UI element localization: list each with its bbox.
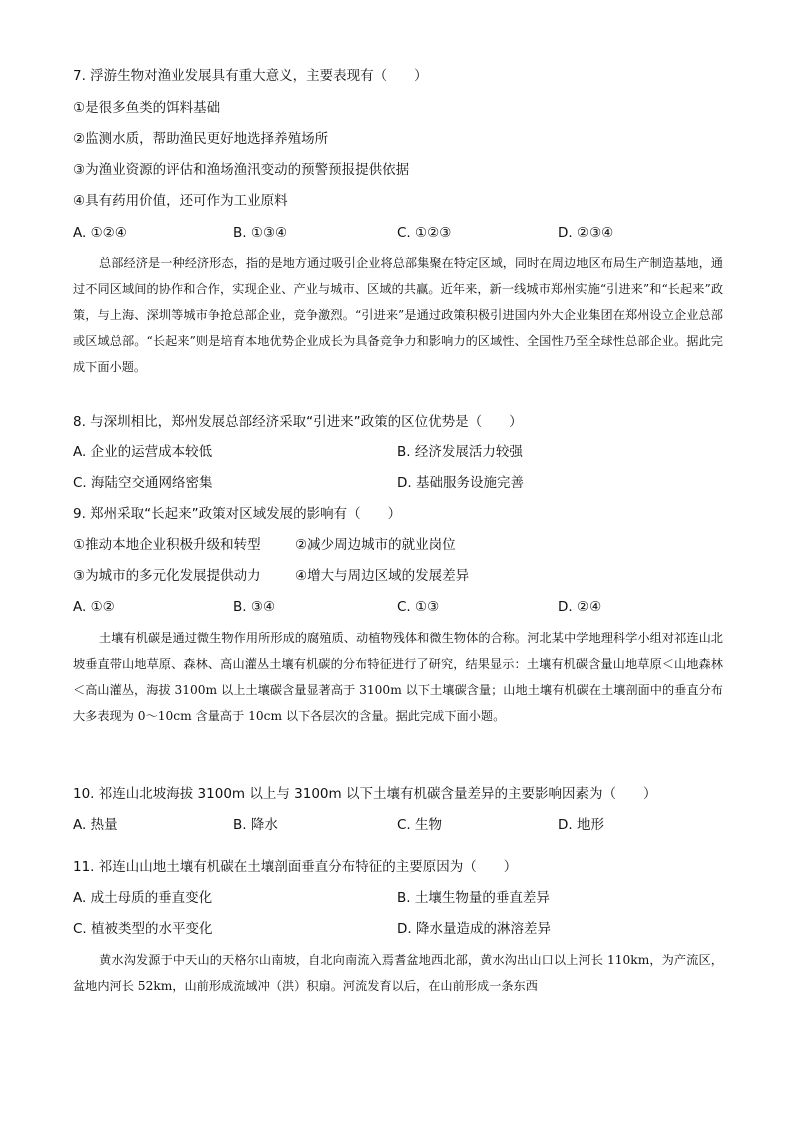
q8-option-a: A. 企业的运营成本较低 — [73, 444, 213, 460]
q7-item-4: ④具有药用价值，还可作为工业原料 — [73, 193, 288, 209]
q7-stem: 7. 浮游生物对渔业发展具有重大意义，主要表现有（ ） — [73, 68, 428, 84]
q10-option-b: B. 降水 — [233, 817, 278, 833]
passage-soil-organic-carbon-text: 土壤有机碳是通过微生物作用所形成的腐殖质、动植物残体和微生物体的合称。河北某中学地理科学小组对祁连山北坡垂直带山地草原、森林、高山灌丛土壤有机碳的分布特征进行了研究，结果显示：土壤有机碳含量山地草原＜山地森林＜高山灌丛，海拔 3100m 以上土壤碳含量显著高于 3100m 以下土壤碳含量；山地土壤有机碳在土壤剖面中的垂直分布大多表现为 0～10cm 含量高于 10cm 以下各层次的含量。据此完成下面小题。 — [73, 631, 723, 723]
q8-option-d: D. 基础服务设施完善 — [397, 475, 524, 491]
q9-option-a: A. ①② — [73, 599, 115, 615]
q7-option-b: B. ①③④ — [233, 225, 288, 241]
q7-option-a: A. ①②④ — [73, 225, 127, 241]
q7-option-d: D. ②③④ — [558, 225, 614, 241]
q9-item-1: ①推动本地企业积极升级和转型 — [73, 537, 261, 553]
passage-huangshuigou-river-text: 黄水沟发源于中天山的天格尔山南坡，自北向南流入焉耆盆地西北部，黄水沟出山口以上河长 110km，为产流区，盆地内河长 52km，山前形成流域冲（洪）积扇。河流发育以后，在山前形成一条东西 — [73, 953, 723, 993]
q10-option-d: D. 地形 — [558, 817, 604, 833]
q9-item-4: ④增大与周边区域的发展差异 — [295, 568, 470, 584]
q9-option-d: D. ②④ — [558, 599, 602, 615]
q9-option-c: C. ①③ — [397, 599, 440, 615]
q9-stem: 9. 郑州采取“长起来”政策对区域发展的影响有（ ） — [73, 506, 402, 522]
q7-item-3: ③为渔业资源的评估和渔场渔汛变动的预警预报提供依据 — [73, 162, 410, 178]
q11-option-c: C. 植被类型的水平变化 — [73, 921, 213, 937]
q11-stem: 11. 祁连山山地土壤有机碳在土壤剖面垂直分布特征的主要原因为（ ） — [73, 859, 518, 875]
q8-option-c: C. 海陆空交通网络密集 — [73, 475, 213, 491]
q7-item-2: ②监测水质，帮助渔民更好地选择养殖场所 — [73, 131, 329, 147]
q11-option-d: D. 降水量造成的淋溶差异 — [397, 921, 551, 937]
passage-soil-organic-carbon — [73, 625, 723, 729]
q10-option-c: C. 生物 — [397, 817, 443, 833]
q8-stem: 8. 与深圳相比，郑州发展总部经济采取“引进来”政策的区位优势是（ ） — [73, 414, 523, 430]
q10-stem: 10. 祁连山北坡海拔 3100m 以上与 3100m 以下土壤有机碳含量差异的主要影响因素为（ ） — [73, 786, 657, 802]
passage-headquarters-economy-text: 总部经济是一种经济形态，指的是地方通过吸引企业将总部集聚在特定区域，同时在周边地区布局生产制造基地，通过不同区域间的协作和合作，实现企业、产业与城市、区域的共赢。近年来，新一线城市郑州实施“引进来”和“长起来”政策，与上海、深圳等城市争抢总部企业，竞争激烈。“引进来”是通过政策积极引进国内外大企业集团在郑州设立企业总部或区域总部。“长起来”则是培育本地优势企业成长为具备竞争力和影响力的区域性、全国性乃至全球性总部企业。据此完成下面小题。 — [73, 256, 723, 374]
q9-item-3: ③为城市的多元化发展提供动力 — [73, 568, 261, 584]
q11-option-b: B. 土壤生物量的垂直差异 — [397, 890, 550, 906]
q7-option-c: C. ①②③ — [397, 225, 452, 241]
q9-item-2: ②减少周边城市的就业岗位 — [295, 537, 456, 553]
q9-option-b: B. ③④ — [233, 599, 276, 615]
passage-huangshuigou-river — [73, 947, 723, 999]
q10-option-a: A. 热量 — [73, 817, 118, 833]
q7-item-1: ①是很多鱼类的饵料基础 — [73, 100, 221, 116]
q11-option-a: A. 成土母质的垂直变化 — [73, 890, 213, 906]
q8-option-b: B. 经济发展活力较强 — [397, 444, 523, 460]
passage-headquarters-economy — [73, 250, 723, 380]
